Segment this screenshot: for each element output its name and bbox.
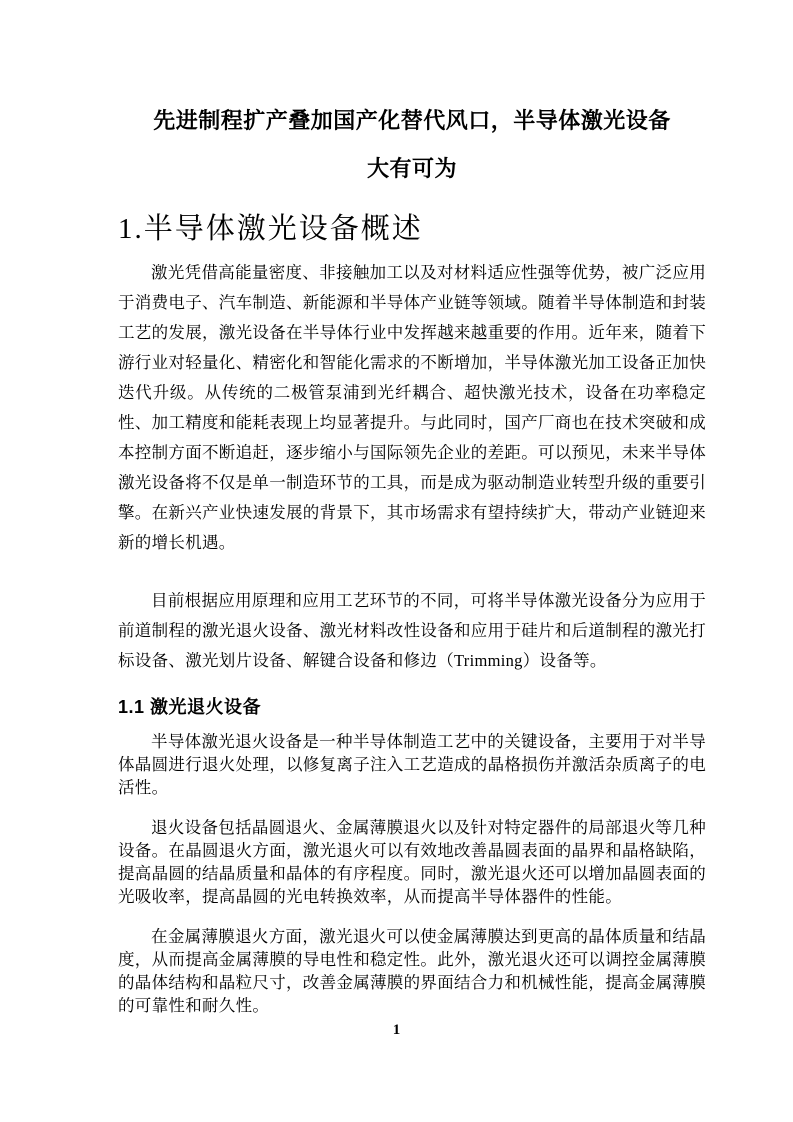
section-1-paragraph-1: 激光凭借高能量密度、非接触加工以及对材料适应性强等优势，被广泛应用于消费电子、汽车制造、新能源和半导体产业链等领域。随着半导体制造和封装工艺的发展，激光设备在半导体行业中发挥越来越重要的作用。近年来，随着下游行业对轻量化、精密化和智能化需求的不断增加，半导体激光加工设备正加快迭代升级。从传统的二极管泵浦到光纤耦合、超快激光技术，设备在功率稳定性、加工精度和能耗表现上均显著提升。与此同时，国产厂商也在技术突破和成本控制方面不断追赶，逐步缩小与国际领先企业的差距。可以预见，未来半导体激光设备将不仅是单一制造环节的工具，而是成为驱动制造业转型升级的重要引擎。在新兴产业快速发展的背景下，其市场需求有望持续扩大，带动产业链迎来新的增长机遇。 <box>118 263 706 552</box>
subsection-1-1-heading: 1.1 激光退火设备 <box>118 697 262 717</box>
document-title-line-2: 大有可为 <box>366 156 457 181</box>
page-number: 1 <box>392 1022 401 1038</box>
section-1-heading: 1.半导体激光设备概述 <box>118 213 423 245</box>
subsection-1-1-paragraph-1: 半导体激光退火设备是一种半导体制造工艺中的关键设备，主要用于对半导体晶圆进行退火处理，以修复离子注入工艺造成的晶格损伤并激活杂质离子的电活性。 <box>118 732 706 797</box>
subsection-1-1-paragraph-3: 在金属薄膜退火方面，激光退火可以使金属薄膜达到更高的晶体质量和结晶度，从而提高金属薄膜的导电性和稳定性。此外，激光退火还可以调控金属薄膜的晶体结构和晶粒尺寸，改善金属薄膜的界面结合力和机械性能，提高金属薄膜的可靠性和耐久性。 <box>118 927 706 1015</box>
document-title <box>118 0 706 193</box>
section-1-paragraph-2: 目前根据应用原理和应用工艺环节的不同，可将半导体激光设备分为应用于前道制程的激光退火设备、激光材料改性设备和应用于硅片和后道制程的激光打标设备、激光划片设备、解键合设备和修边（Trimming）设备等。 <box>118 591 706 670</box>
subsection-1-1-paragraph-2: 退火设备包括晶圆退火、金属薄膜退火以及针对特定器件的局部退火等几种设备。在晶圆退火方面，激光退火可以有效地改善晶圆表面的晶界和晶格缺陷，提高晶圆的结晶质量和晶体的有序程度。同时，激光退火还可以增加晶圆表面的光吸收率，提高晶圆的光电转换效率，从而提高半导体器件的性能。 <box>118 818 706 906</box>
document-title-line-1: 先进制程扩产叠加国产化替代风口，半导体激光设备 <box>153 108 671 133</box>
